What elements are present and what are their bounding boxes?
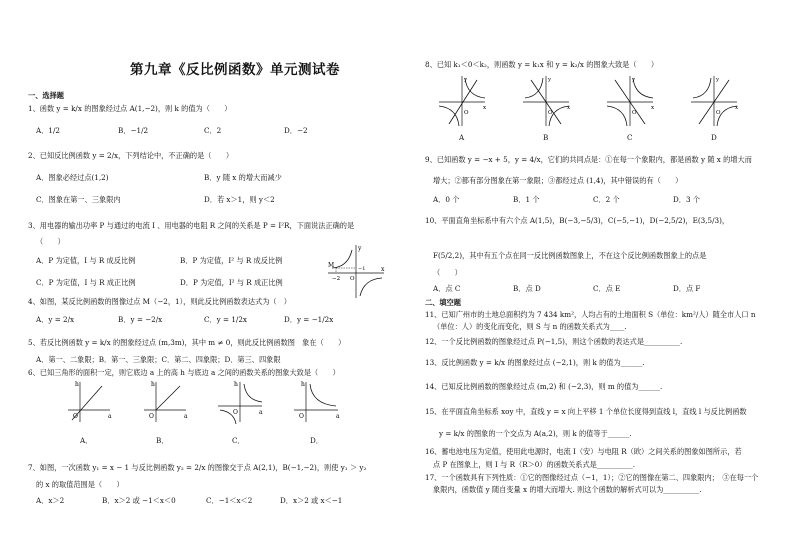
q8c-y: y (632, 77, 636, 83)
q5-text: 5、若反比例函数 y = k/x 的图象经过点 (m,3m)，其中 m ≠ 0，则此反比例函数图 象在（ ） (28, 338, 346, 347)
page-title: 第九章《反比例函数》单元测试卷 (130, 62, 340, 78)
q9-opt-d: D．3 个 (673, 195, 700, 204)
q9-opt-b: B．1 个 (513, 195, 540, 204)
q10-opt-d: D．点 F (673, 284, 701, 293)
q8b-o: O (548, 110, 553, 116)
q7-opt-a: A．x＞2 (36, 496, 65, 505)
q8-graph-d (691, 76, 739, 126)
q12-text: 12、一个反比例函数的图象经过点 P(−1,5)，则这个函数的表达式是__________. (425, 337, 683, 346)
q4-fig-neg1: −1 (358, 266, 366, 272)
q6c-h: h (234, 381, 238, 388)
q8-graph-b (523, 76, 571, 126)
q6-text: 6、已知三角形的面积一定，则它底边 a 上的高 h 与底边 a 之间的函数关系的图象大致是（ ） (28, 368, 340, 377)
q1-opt-d: D．−2 (284, 126, 308, 135)
q4-opt-a: A．y = 2/x (36, 315, 75, 324)
q6b-a: a (184, 413, 188, 420)
q3-opt-c: C．P 为定值，I 与 R 成正比例 (36, 278, 136, 287)
q8-graph-a (439, 76, 487, 126)
q6a-h: h (75, 381, 79, 388)
q2-text: 2、已知反比例函数 y = 2/x，下列结论中，不正确的是（ ） (28, 151, 234, 160)
q8-graphs (437, 74, 767, 130)
q7-text: 7、如图，一次函数 y₁ = x − 1 与反比例函数 y₂ = 2/x 的图像交于点 A(2,1)，B(−1,−2)，则使 y₁ ＞ y₂ (28, 463, 367, 472)
q3-opt-a: A．P 为定值，I 与 R 成反比例 (36, 256, 136, 265)
q4-fig-y: y (358, 245, 362, 252)
section-choice: 一、选择题 (28, 91, 64, 100)
q3-opt-d: D．P 为定值，I² 与 R 成正比例 (180, 278, 283, 287)
q8c-x: x (651, 105, 655, 111)
q16-text: 16、蓄电池电压为定值，使用此电源时，电流 I（安）与电阻 R（欧）之间关系的图象如图所示，若 (425, 447, 742, 456)
q6-opt-a: A． (80, 436, 93, 445)
q2-opt-c: C．图象在第一、三象限内 (36, 195, 121, 204)
q7-opt-b: B．x＞2 或 −1＜x＜0 (102, 496, 176, 505)
section-fill: 二、填空题 (425, 298, 461, 307)
q6-opt-c: C． (232, 436, 245, 445)
q10-opt-c: C．点 E (593, 284, 621, 293)
q6-opt-b: B． (156, 436, 169, 445)
q6-graph-c (218, 381, 263, 424)
q7-opt-c: C．−1＜x＜2 (206, 496, 253, 505)
q4-text: 4、如图，某反比例函数的图像过点 M（−2，1），则此反比例函数表达式为（ ） (28, 297, 291, 306)
q1-opt-a: A．1/2 (36, 126, 60, 135)
q6d-o: O (299, 413, 304, 420)
q15-text2: y = k/x 的图象的一个交点为 A(a,2)，则 k 的值等于______. (439, 429, 632, 438)
q10-text: 10、平面直角坐标系中有六个点 A(1,5)，B(−3,−5/3)，C(−5,−1)，D(−2,5/2)，E(3,5/3)， (425, 216, 730, 225)
q9-opt-a: A．0 个 (433, 195, 460, 204)
q9-text2: 增大；②都有部分图象在第一象限；③都经过点 (1,4)，其中错误的有（ ） (433, 176, 683, 185)
q8-graph-c (607, 76, 655, 126)
q4-opt-b: B．y = −2/x (118, 315, 163, 324)
q6-graph-d (294, 381, 340, 422)
q1-opt-c: C．2 (204, 126, 222, 135)
q3-paren: （ ） (36, 237, 65, 246)
q10-text2: F(5/2,2)，其中有五个点在同一反比例函数图象上，不在这个反比例函数图象上的点是 (433, 251, 707, 260)
q4-fig-m: M (328, 262, 335, 269)
q8a-x: x (483, 105, 487, 111)
q6c-a: a (259, 409, 263, 416)
q4-opt-c: C．y = 1/2x (204, 315, 247, 324)
q10-paren: （ ） (433, 268, 462, 277)
q8b-x: x (567, 105, 571, 111)
q3-opt-b: B．P 为定值，I² 与 R 成反比例 (180, 256, 283, 265)
q17-text: 17、一个函数具有下列性质：①它的图像经过点（−1，1）；②它的图像在第二、四象限内； ③在每一个 (425, 473, 759, 482)
q9-opt-c: C．2 个 (593, 195, 620, 204)
q8-opt-c: C (627, 133, 633, 142)
q2-opt-b: B．y 随 x 的增大而减少 (204, 173, 282, 182)
q6-graphs (58, 378, 358, 426)
q4-figure (324, 242, 388, 300)
q8d-x: x (735, 105, 739, 111)
q8-text: 8、已知 k₁＜0＜k₂，则函数 y = k₁x 和 y = k₂/x 的图象大致是（ ） (425, 60, 659, 69)
q8b-y: y (548, 77, 552, 83)
q8a-o: O (464, 110, 469, 116)
q2-opt-a: A．图象必经过点(1,2) (36, 173, 109, 182)
q8c-o: O (632, 110, 637, 116)
q13-text: 13、反比例函数 y = k/x 的图象经过点 (−2,1)，则 k 的值为______. (425, 358, 645, 367)
q1-opt-b: B．−1/2 (118, 126, 149, 135)
q10-opt-a: A．点 C (433, 284, 461, 293)
q4-fig-x: x (381, 266, 385, 273)
q6-opt-d: D． (310, 436, 323, 445)
q8d-o: O (716, 110, 721, 116)
q6-graph-b (144, 381, 188, 422)
q2-opt-d: D．若 x＞1，则 y＜2 (204, 195, 275, 204)
q8-opt-a: A (459, 133, 465, 142)
q6a-a: a (108, 413, 112, 420)
q6d-a: a (336, 413, 340, 420)
q11-text2: （单位：人）的变化而变化，则 S 与 n 的函数关系式为____. (433, 322, 627, 331)
q8d-y: y (716, 77, 720, 83)
q15-text: 15、在平面直角坐标系 xoy 中，直线 y = x 向上平移 1 个单位长度得到直线 l，直线 l 与反比例函数 (425, 407, 747, 416)
q9-text: 9、已知函数 y = −x + 5，y = 4/x，它们的共同点是：①在每一个象限内，都是函数 y 随 x 的增大而 (425, 155, 752, 164)
q7-text2: 的 x 的取值范围是（ ） (36, 480, 124, 489)
q1-text: 1、函数 y = k/x 的图象经过点 A(1,−2)，则 k 的值为（ ） (28, 104, 232, 113)
q8-opt-d: D (711, 133, 717, 142)
q8a-y: y (464, 77, 468, 83)
q4-fig-neg2: −2 (332, 276, 341, 282)
q11-text: 11、已知广州市的土地总面积约为 7 434 km²，人均占有的土地面积 S（单位：km²/人）随全市人口 n (425, 310, 756, 319)
q5-opts: A．第一、二象限；B．第一、三象限；C．第二、四象限；D．第三、四象限 (36, 355, 281, 364)
q6c-o: O (233, 409, 238, 416)
q3-text: 3、用电器的输出功率 P 与通过的电流 I 、用电器的电阻 R 之间的关系是 P = I²R，下面说法正确的是 (28, 221, 355, 230)
q6d-h: h (301, 381, 305, 388)
q16-text2: 点 P 在图象上，则 I 与 R（R＞0）的函数关系式是__________. (433, 460, 636, 469)
q10-opt-b: B．点 D (513, 284, 541, 293)
q6a-o: O (73, 413, 78, 420)
q4-fig-o: O (350, 276, 355, 282)
q7-opt-d: D．x＞2 或 x＜−1 (280, 496, 343, 505)
q6b-o: O (149, 413, 154, 420)
q14-text: 14、已知反比例函数的图象经过点 (m,2) 和 (−2,3)，则 m 的值为______. (425, 382, 663, 391)
q6b-h: h (151, 381, 155, 388)
q8-opt-b: B (543, 133, 549, 142)
q17-text2: 象限内，函数值 y 随自变量 x 的增大而增大. 则这个函数的解析式可以为__________. (433, 485, 702, 494)
q4-opt-d: D．y = −1/2x (284, 315, 334, 324)
q6-graph-a (68, 381, 112, 422)
